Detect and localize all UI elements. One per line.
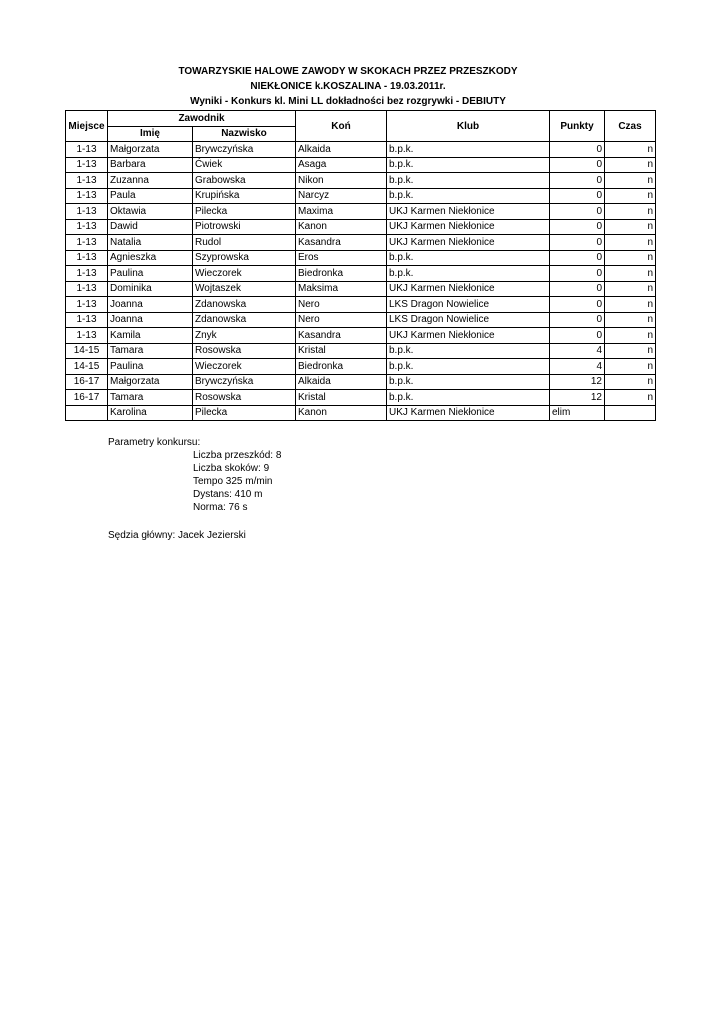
cell-points: 0 xyxy=(550,312,605,328)
cell-first-name: Małgorzata xyxy=(108,374,193,390)
cell-points: 0 xyxy=(550,204,605,220)
header-place: Miejsce xyxy=(66,111,108,142)
table-row xyxy=(66,328,656,344)
cell-points: 0 xyxy=(550,297,605,313)
cell-points: elim xyxy=(550,405,605,421)
cell-last-name: Rosowska xyxy=(193,390,296,406)
cell-last-name: Zdanowska xyxy=(193,312,296,328)
cell-first-name: Barbara xyxy=(108,157,193,173)
cell-horse: Nero xyxy=(296,297,387,313)
cell-time: n xyxy=(605,188,656,204)
cell-first-name: Karolina xyxy=(108,405,193,421)
parameters-label: Parametry konkursu: xyxy=(108,437,201,448)
table-row xyxy=(66,281,656,297)
cell-last-name: Szyprowska xyxy=(193,250,296,266)
cell-place: 1-13 xyxy=(66,157,108,173)
header-horse: Koń xyxy=(296,111,387,142)
cell-last-name: Znyk xyxy=(193,328,296,344)
cell-place: 1-13 xyxy=(66,250,108,266)
cell-last-name: Wojtaszek xyxy=(193,281,296,297)
results-body xyxy=(66,142,656,421)
cell-place: 16-17 xyxy=(66,390,108,406)
cell-time xyxy=(605,405,656,421)
results-table xyxy=(65,110,656,421)
cell-last-name: Rosowska xyxy=(193,343,296,359)
cell-time: n xyxy=(605,204,656,220)
event-location-date: NIEKŁONICE k.KOSZALINA - 19.03.2011r. xyxy=(250,81,446,92)
cell-last-name: Ćwiek xyxy=(193,157,296,173)
cell-points: 0 xyxy=(550,173,605,189)
table-row xyxy=(66,405,656,421)
cell-horse: Biedronka xyxy=(296,359,387,375)
cell-club: b.p.k. xyxy=(387,374,550,390)
cell-place xyxy=(66,405,108,421)
cell-time: n xyxy=(605,281,656,297)
cell-points: 0 xyxy=(550,281,605,297)
cell-last-name: Brywczyńska xyxy=(193,374,296,390)
cell-horse: Maxima xyxy=(296,204,387,220)
cell-first-name: Dominika xyxy=(108,281,193,297)
cell-time: n xyxy=(605,343,656,359)
table-row xyxy=(66,390,656,406)
cell-first-name: Tamara xyxy=(108,390,193,406)
cell-place: 1-13 xyxy=(66,204,108,220)
cell-horse: Kristal xyxy=(296,390,387,406)
cell-place: 1-13 xyxy=(66,281,108,297)
table-row xyxy=(66,142,656,158)
table-row xyxy=(66,188,656,204)
table-row xyxy=(66,250,656,266)
cell-points: 0 xyxy=(550,157,605,173)
header-rider: Zawodnik xyxy=(108,111,296,127)
cell-points: 0 xyxy=(550,250,605,266)
cell-points: 0 xyxy=(550,328,605,344)
cell-time: n xyxy=(605,266,656,282)
cell-last-name: Pilecka xyxy=(193,204,296,220)
parameters-list xyxy=(193,449,281,514)
cell-place: 1-13 xyxy=(66,219,108,235)
cell-club: UKJ Karmen Niekłonice xyxy=(387,405,550,421)
cell-horse: Kanon xyxy=(296,405,387,421)
cell-horse: Narcyz xyxy=(296,188,387,204)
header-club: Klub xyxy=(387,111,550,142)
cell-points: 0 xyxy=(550,188,605,204)
header-points: Punkty xyxy=(550,111,605,142)
cell-time: n xyxy=(605,374,656,390)
cell-club: b.p.k. xyxy=(387,343,550,359)
header-last-name: Nazwisko xyxy=(193,126,296,142)
table-row xyxy=(66,157,656,173)
cell-points: 0 xyxy=(550,219,605,235)
cell-place: 16-17 xyxy=(66,374,108,390)
cell-first-name: Oktawia xyxy=(108,204,193,220)
table-row xyxy=(66,343,656,359)
cell-place: 1-13 xyxy=(66,173,108,189)
cell-points: 12 xyxy=(550,374,605,390)
parameter-distance: Dystans: 410 m xyxy=(193,489,263,500)
cell-horse: Maksima xyxy=(296,281,387,297)
cell-horse: Alkaida xyxy=(296,142,387,158)
cell-horse: Eros xyxy=(296,250,387,266)
cell-club: UKJ Karmen Niekłonice xyxy=(387,281,550,297)
parameter-jumps: Liczba skoków: 9 xyxy=(193,463,270,474)
table-row xyxy=(66,312,656,328)
cell-club: b.p.k. xyxy=(387,173,550,189)
cell-points: 12 xyxy=(550,390,605,406)
cell-time: n xyxy=(605,390,656,406)
cell-time: n xyxy=(605,219,656,235)
cell-horse: Asaga xyxy=(296,157,387,173)
cell-time: n xyxy=(605,173,656,189)
cell-club: LKS Dragon Nowielice xyxy=(387,297,550,313)
cell-club: b.p.k. xyxy=(387,250,550,266)
table-row xyxy=(66,204,656,220)
cell-place: 1-13 xyxy=(66,297,108,313)
cell-club: UKJ Karmen Niekłonice xyxy=(387,219,550,235)
cell-first-name: Paulina xyxy=(108,359,193,375)
cell-place: 1-13 xyxy=(66,188,108,204)
cell-last-name: Zdanowska xyxy=(193,297,296,313)
cell-first-name: Kamila xyxy=(108,328,193,344)
cell-place: 1-13 xyxy=(66,312,108,328)
cell-last-name: Piotrowski xyxy=(193,219,296,235)
cell-time: n xyxy=(605,157,656,173)
cell-first-name: Agnieszka xyxy=(108,250,193,266)
cell-first-name: Zuzanna xyxy=(108,173,193,189)
cell-first-name: Joanna xyxy=(108,312,193,328)
cell-place: 1-13 xyxy=(66,266,108,282)
cell-place: 14-15 xyxy=(66,359,108,375)
chief-judge: Sędzia główny: Jacek Jezierski xyxy=(108,530,246,541)
cell-club: b.p.k. xyxy=(387,142,550,158)
cell-horse: Kasandra xyxy=(296,328,387,344)
cell-time: n xyxy=(605,250,656,266)
parameter-obstacles: Liczba przeszkód: 8 xyxy=(193,450,282,461)
table-row xyxy=(66,219,656,235)
cell-club: UKJ Karmen Niekłonice xyxy=(387,235,550,251)
cell-horse: Nero xyxy=(296,312,387,328)
header-time: Czas xyxy=(605,111,656,142)
table-row xyxy=(66,173,656,189)
cell-first-name: Dawid xyxy=(108,219,193,235)
cell-last-name: Wieczorek xyxy=(193,266,296,282)
cell-place: 14-15 xyxy=(66,343,108,359)
cell-club: b.p.k. xyxy=(387,157,550,173)
cell-time: n xyxy=(605,312,656,328)
cell-first-name: Paulina xyxy=(108,266,193,282)
cell-last-name: Brywczyńska xyxy=(193,142,296,158)
cell-first-name: Tamara xyxy=(108,343,193,359)
cell-horse: Kristal xyxy=(296,343,387,359)
table-row xyxy=(66,297,656,313)
cell-club: UKJ Karmen Niekłonice xyxy=(387,328,550,344)
cell-place: 1-13 xyxy=(66,142,108,158)
cell-time: n xyxy=(605,328,656,344)
cell-horse: Kasandra xyxy=(296,235,387,251)
cell-club: b.p.k. xyxy=(387,188,550,204)
competition-title: Wyniki - Konkurs kl. Mini LL dokładności bez rozgrywki - DEBIUTY xyxy=(190,96,506,107)
cell-last-name: Rudol xyxy=(193,235,296,251)
cell-horse: Nikon xyxy=(296,173,387,189)
cell-horse: Alkaida xyxy=(296,374,387,390)
cell-horse: Kanon xyxy=(296,219,387,235)
cell-place: 1-13 xyxy=(66,235,108,251)
header-first-name: Imię xyxy=(108,126,193,142)
cell-last-name: Grabowska xyxy=(193,173,296,189)
cell-time: n xyxy=(605,359,656,375)
table-row xyxy=(66,235,656,251)
cell-club: b.p.k. xyxy=(387,390,550,406)
cell-time: n xyxy=(605,235,656,251)
cell-last-name: Wieczorek xyxy=(193,359,296,375)
cell-last-name: Pilecka xyxy=(193,405,296,421)
cell-club: LKS Dragon Nowielice xyxy=(387,312,550,328)
cell-place: 1-13 xyxy=(66,328,108,344)
table-row xyxy=(66,374,656,390)
cell-club: UKJ Karmen Niekłonice xyxy=(387,204,550,220)
cell-first-name: Joanna xyxy=(108,297,193,313)
cell-last-name: Krupińska xyxy=(193,188,296,204)
cell-first-name: Paula xyxy=(108,188,193,204)
cell-points: 4 xyxy=(550,343,605,359)
cell-points: 0 xyxy=(550,266,605,282)
cell-first-name: Natalia xyxy=(108,235,193,251)
table-row xyxy=(66,359,656,375)
document-title: TOWARZYSKIE HALOWE ZAWODY W SKOKACH PRZEZ PRZESZKODY xyxy=(178,66,518,77)
cell-points: 4 xyxy=(550,359,605,375)
cell-first-name: Małgorzata xyxy=(108,142,193,158)
cell-club: b.p.k. xyxy=(387,359,550,375)
parameter-norm: Norma: 76 s xyxy=(193,502,248,513)
parameter-tempo: Tempo 325 m/min xyxy=(193,476,273,487)
cell-time: n xyxy=(605,297,656,313)
table-row xyxy=(66,266,656,282)
cell-points: 0 xyxy=(550,142,605,158)
cell-horse: Biedronka xyxy=(296,266,387,282)
cell-club: b.p.k. xyxy=(387,266,550,282)
cell-time: n xyxy=(605,142,656,158)
cell-points: 0 xyxy=(550,235,605,251)
